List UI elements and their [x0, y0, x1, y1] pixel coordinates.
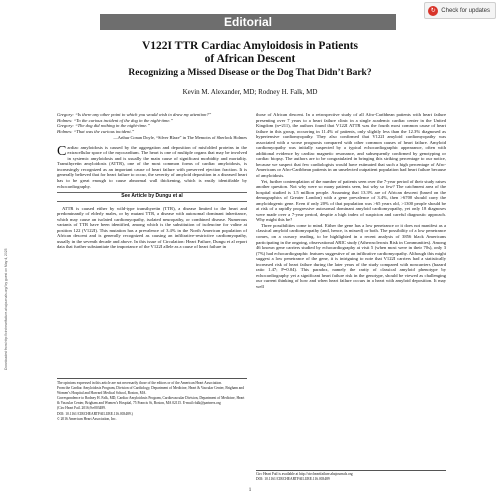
check-for-updates-label: Check for updates — [441, 7, 490, 14]
article-title-line-1: V122I TTR Cardiac Amyloidosis in Patients — [141, 40, 359, 52]
check-for-updates-button[interactable] — [424, 2, 496, 19]
body-paragraph: Yet, further contemplation of the number of patients seen over the 7-year period of their study raises another question. Not why were so many patients seen, but why so few? The catchment area of the hospital studied is 1.5 million people. Assuming that 13.3% are of African descent (based on the demographics of Greater London) with a gene prevalence of 3.4%, then >6700 should carry the amyloidogenic gene. Even if only 20% of that population was >65 years old, >1300 people should be at risk of a rapidly progressive autosomal dominant amyloid cardiomyopathy, yet only 18 diagnoses were made over a 7-year period, despite a high index of suspicion and careful diagnostic approach. Why might this be? — [256, 178, 446, 223]
journal-note — [256, 470, 446, 481]
body-paragraph: ATTR is caused either by wild-type transthyretin (TTR), a disease limited to the heart and predominantly of elderly males, or by mutant TTR, a disease with autosomal dominant inheritance, which may cause an isolated cardiomyopathy, isolated neuropathy, or combined disease. Numerous variants of TTR have been identified, among which is the substitution of isoleucine for valine at position 122 (V122I). This mutation has a prevalence of 3.4% in the North American population of African descent and is generally recognized as causing an infiltrative-restrictive cardiomyopathy, usually in the seventh decade and above. In this issue of Circulation: Heart Failure, Dungu et al report data that further substantiate the importance of the V122I allele as a cause of heart failure in — [57, 205, 247, 250]
left-column — [57, 112, 247, 250]
journal-availability[interactable]: Circ Heart Fail is available at http://circheartfailure.ahajournals.org — [256, 472, 353, 476]
footnotes — [57, 378, 247, 423]
intro-paragraph — [57, 145, 247, 189]
epigraph-line: Gregory: “The dog did nothing in the night-time.” — [57, 123, 150, 129]
footnote-correspondence: Correspondence to Rodney H. Falk, MD, Cardiac Amyloidosis Program, Cardiovascular Division, Department of Medicine, Heart & Vascular Center, Brigham and Women’s Hospital, 75 Francis St, Boston, MA 02115. E-mail rfalk@partners.org — [57, 396, 245, 405]
footnote-citation: (Circ Heart Fail. 2016;9:e003489. — [57, 406, 106, 411]
epigraph — [57, 112, 247, 134]
epigraph-line: Gregory: “Is there any other point to which you would wish to draw my attention?” — [57, 112, 212, 117]
article-authors: Kevin M. Alexander, MD; Rodney H. Falk, MD — [182, 88, 318, 96]
epigraph-attribution: —Arthur Conan Doyle, “Silver Blaze” in The Memoirs of Sherlock Holmes — [113, 135, 247, 141]
update-check-icon: ↻ — [428, 6, 438, 16]
right-column — [256, 112, 446, 290]
article-title-line-2: of African Descent — [204, 53, 296, 65]
article-title — [40, 40, 460, 66]
footnote-doi: DOI: 10.1161/CIRCHEARTFAILURE.116.003489.) — [57, 411, 133, 416]
epigraph-line: Holmes: “That was the curious incident.” — [57, 128, 135, 134]
article-subtitle: Recognizing a Missed Disease or the Dog That Didn’t Bark? — [128, 68, 372, 78]
body-paragraph: Three possibilities come to mind. Either the gene has a low penetrance or it does not manifest as a classical amyloid cardiomyopathy (and, hence, is missed) or both. The possibility of a low penetrance comes, on a cursory reading, to be highlighted in a recent analysis of 3856 black Americans participating in the ongoing, observational ARIC study (Atherosclerosis Risk in Communities). Among 46 known gene carriers studied by echocardiography at visit 5 (when most were in their 70s), only 3 (7%) had echocardiographic features suggestive of an infiltrative cardiomyopathy. Although this might suggest a low penetrance of the gene, it is intriguing to note that V122I carriers had a statistically increased risk of heart failure during the later years of the study compared with noncarriers (hazard ratio 1.47; P=0.04). This paradox, namely the rarity of classical amyloid phenotype by echocardiography yet a significant heart failure risk in the genotype, should be viewed as challenging our current thinking of how and when heart failure occurs in a heart with amyloid deposition. It may well — [256, 222, 446, 289]
journal-doi: DOI: 10.1161/CIRCHEARTFAILURE.116.003489 — [256, 476, 330, 481]
drop-cap: C — [57, 143, 67, 159]
download-watermark: Downloaded from http://circheartfailure.ahajournals.org/ by guest on May 4, 2025 — [4, 248, 8, 370]
epigraph-line: Holmes: “To the curious incident of the dog in the night-time.” — [57, 117, 174, 123]
page-number: 1 — [248, 488, 252, 493]
footnote-opinions: The opinions expressed in this article are not necessarily those of the editors or of the American Heart Association. — [57, 381, 222, 385]
intro-paragraph-text: ardiac amyloidosis is caused by the aggregation and deposition of misfolded proteins in the extracellular space of the myocardium. The heart is one of multiple organs that may be involved in systemic amyloidosis and is usually the main cause of significant morbidity and mortality. Transthyretin amyloidosis (ATTR), one of the most common forms of cardiac amyloidosis, is increasingly recognized as an important cause of heart failure with preserved ejection fraction. It is generally believed that for heart failure to occur, the severity of amyloid deposition in a diseased heart has to be great enough to cause abnormal wall thickening, which is easily identifiable by echocardiography. — [57, 144, 247, 189]
editorial-banner: Editorial — [100, 14, 396, 30]
see-article-link[interactable]: See Article by Dungu et al — [57, 192, 247, 202]
body-paragraph: those of African descent. In a retrospective study of all Afro-Caribbean patients with heart failure presenting over 7 years to a heart failure clinic in a single academic cardiac center in the United Kingdom (n=211), the authors found that V122I ATTR was the fourth most common cause of heart failure in this group, occurring in 11.4% of patients, only slightly less than the 12.3% diagnosed as hypertensive cardiomyopathy. They also confirmed that V122I amyloid cardiomyopathy was associated with a worse prognosis compared with other common causes of heart failure. Amyloid cardiomyopathy was initially suspected by a typical echocardiographic appearance, often with additional evidence by cardiac magnetic resonance, and subsequently confirmed by genotyping or cardiac biopsy. The authors are to be congratulated in bringing this striking percentage to our notice, because we suspect that few cardiologists would have estimated that such a high percentage of Afro-Americans or Afro-Caribbean patients in an unselected outpatient population had heart failure because of amyloidosis. — [256, 112, 446, 179]
footnote-copyright: © 2016 American Heart Association, Inc. — [57, 417, 117, 422]
footnote-affiliation: From the Cardiac Amyloidosis Program, Division of Cardiology, Department of Medicine, Heart & Vascular Center, Brigham and Women’s Hospital and Harvard Medical School, Boston, MA. — [57, 386, 244, 395]
